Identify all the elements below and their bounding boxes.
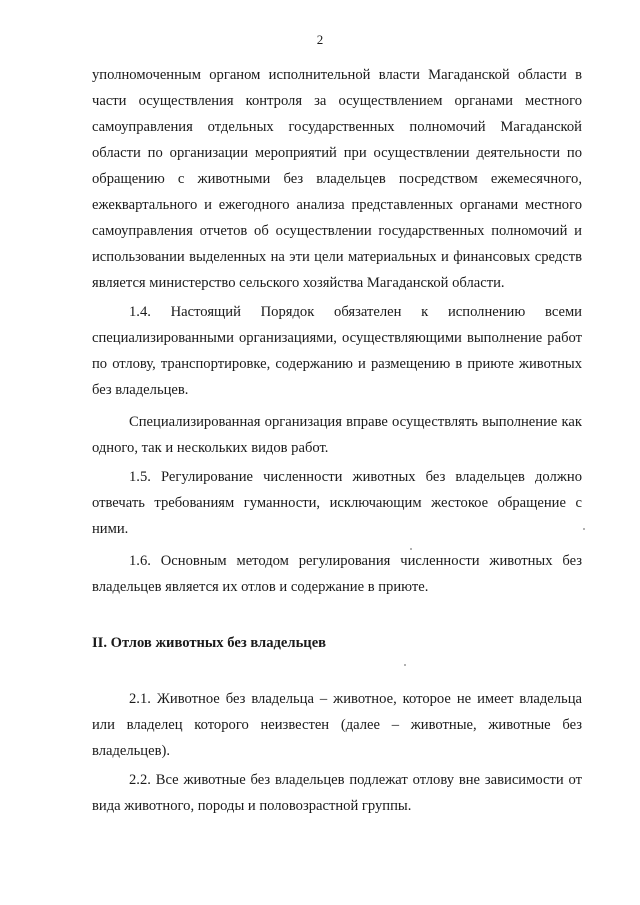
paragraph-continuation: уполномоченным органом исполнительной власти Магаданской области в части осуществления контроля за осуществлением органами местного самоуправления отдельных государственных полномочий Магаданской области по организации мероприятий при осуществлении деятельности по обращению с животными без владельцев посредством ежемесячного, ежеквартального и ежегодного анализа представленных органами местного самоуправления отчетов об осуществлении государственных полномочий и использовании выделенных на эти цели материальных и финансовых средств является министерство сельского хозяйства Магаданской области. — [92, 67, 582, 291]
paragraph-specialized-org: Специализированная организация вправе осуществлять выполнение как одного, так и нескольких видов работ. — [92, 414, 582, 456]
scan-speck — [404, 664, 406, 666]
paragraph-1-5: 1.5. Регулирование численности животных без владельцев должно отвечать требованиям гуманности, исключающим жестокое обращение с ними. — [92, 469, 582, 537]
paragraph-2-1: 2.1. Животное без владельца – животное, которое не имеет владельца или владелец которого неизвестен (далее – животные, животные без владельцев). — [92, 691, 582, 759]
scan-speck — [583, 528, 585, 530]
paragraph-2-2: 2.2. Все животные без владельцев подлежат отлову вне зависимости от вида животного, породы и половозрастной группы. — [92, 772, 582, 814]
paragraph-1-6: 1.6. Основным методом регулирования численности животных без владельцев является их отлов и содержание в приюте. — [92, 553, 582, 595]
document-body — [92, 62, 582, 819]
scan-speck — [410, 548, 412, 550]
page-number: 2 — [316, 32, 324, 47]
paragraph-1-4: 1.4. Настоящий Порядок обязателен к исполнению всеми специализированными организациями, осуществляющими выполнение работ по отлову, транспортировке, содержанию и размещению в приюте животных без владельцев. — [92, 304, 582, 398]
section-heading: II. Отлов животных без владельцев — [92, 635, 327, 651]
